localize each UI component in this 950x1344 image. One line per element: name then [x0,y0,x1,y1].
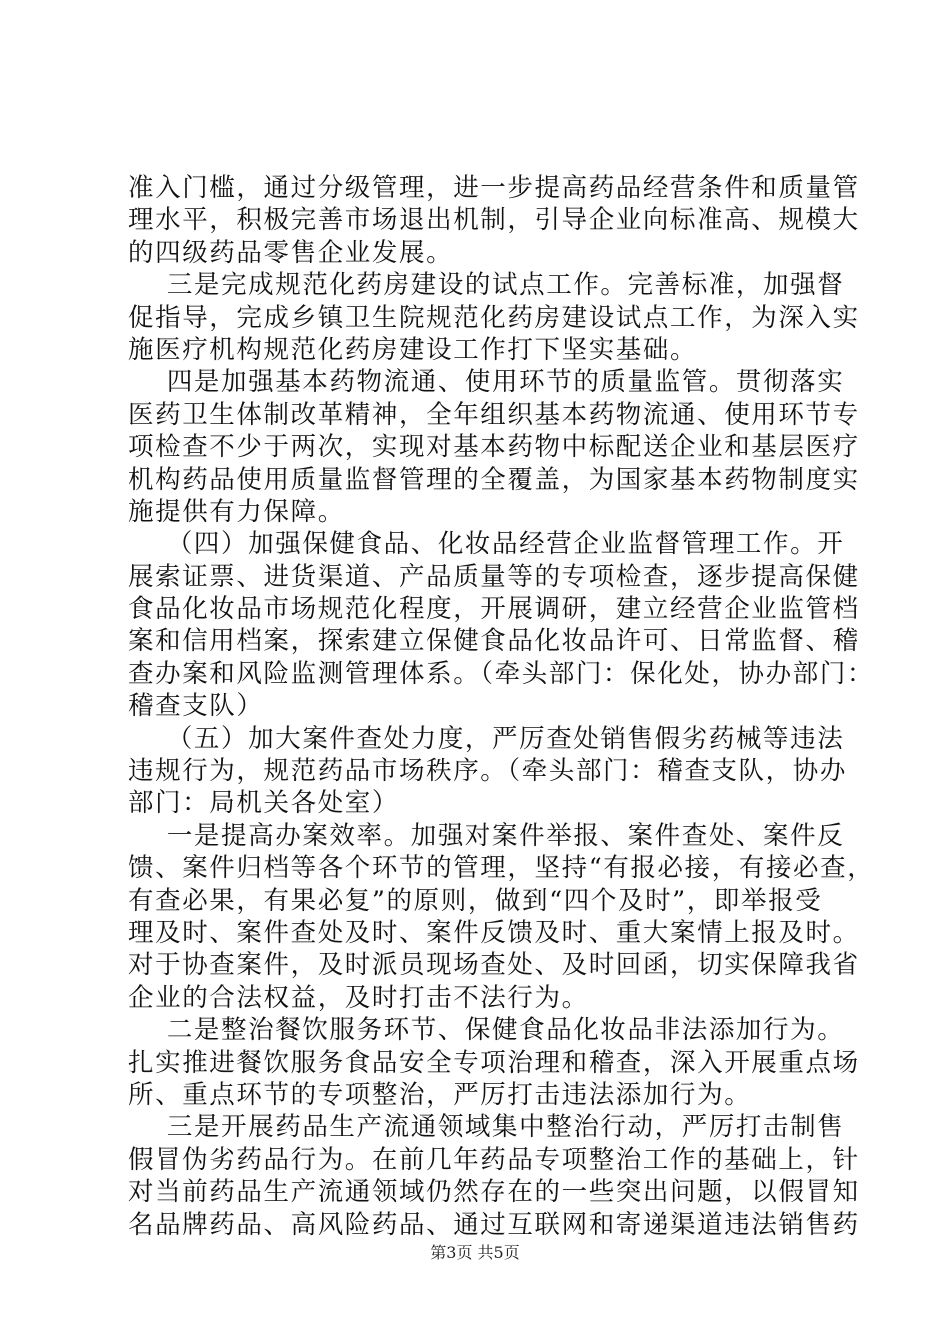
text-line: 假冒伪劣药品行为。在前几年药品专项整治工作的基础上，针 [128,1144,860,1175]
text-line: 查办案和风险监测管理体系。（牵头部门：保化处，协办部门： [128,658,875,689]
text-line: 对于协查案件，及时派员现场查处、及时回函，切实保障我省 [128,950,860,981]
text-line: 理水平，积极完善市场退出机制，引导企业向标准高、规模大 [128,205,860,236]
text-line: 二是整治餐饮服务环节、保健食品化妆品非法添加行为。 [128,1015,845,1046]
text-line: 机构药品使用质量监督管理的全覆盖，为国家基本药物制度实 [128,464,860,495]
text-line: 施医疗机构规范化药房建设工作打下坚实基础。 [128,334,698,365]
text-line: 理及时、案件查处及时、案件反馈及时、重大案情上报及时。 [128,917,860,948]
text-line: 四是加强基本药物流通、使用环节的质量监管。贯彻落实 [128,367,845,398]
text-line: 违规行为，规范药品市场秩序。（牵头部门：稽查支队，协办 [128,756,847,787]
text-line: （四）加强保健食品、化妆品经营企业监督管理工作。开 [128,529,845,560]
text-line: 对当前药品生产流通领域仍然存在的一些突出问题，以假冒知 [128,1177,860,1208]
text-line: 案和信用档案，探索建立保健食品化妆品许可、日常监督、稽 [128,626,860,657]
text-line: 一是提高办案效率。加强对案件举报、案件查处、案件反 [128,820,845,851]
text-line: 所、重点环节的专项整治，严厉打击违法添加行为。 [128,1079,752,1110]
text-line: 施提供有力保障。 [128,496,345,527]
text-line: 三是开展药品生产流通领域集中整治行动，严厉打击制售 [128,1112,845,1143]
text-line: 馈、案件归档等各个环节的管理，坚持“有报必接，有接必查， [128,853,875,884]
text-line: 食品化妆品市场规范化程度，开展调研，建立经营企业监管档 [128,594,860,625]
text-line: 准入门槛，通过分级管理，进一步提高药品经营条件和质量管 [128,173,860,203]
text-line: 有查必果，有果必复”的原则，做到“四个及时”，即举报受 [128,885,823,916]
text-line: 名品牌药品、高风险药品、通过互联网和寄递渠道违法销售药 [128,1209,860,1240]
document-body [128,172,875,1241]
text-line: 促指导，完成乡镇卫生院规范化药房建设试点工作，为深入实 [128,302,860,333]
text-line: 稽查支队） [128,691,264,722]
text-line: 部门：局机关各处室） [128,788,400,819]
text-line: 扎实推进餐饮服务食品安全专项治理和稽查，深入开展重点场 [128,1047,860,1078]
text-line: 展索证票、进货渠道、产品质量等的专项检查，逐步提高保健 [128,561,860,592]
text-line: 的四级药品零售企业发展。 [128,237,454,268]
text-line: 项检查不少于两次，实现对基本药物中标配送企业和基层医疗 [128,432,860,463]
text-line: 医药卫生体制改革精神，全年组织基本药物流通、使用环节专 [128,399,860,430]
page-number-footer: 第3页 共5页 [430,1243,520,1262]
text-line: 企业的合法权益，及时打击不法行为。 [128,982,589,1013]
text-line: 三是完成规范化药房建设的试点工作。完善标准，加强督 [128,270,845,301]
text-line: （五）加大案件查处力度，严厉查处销售假劣药械等违法 [128,723,845,754]
